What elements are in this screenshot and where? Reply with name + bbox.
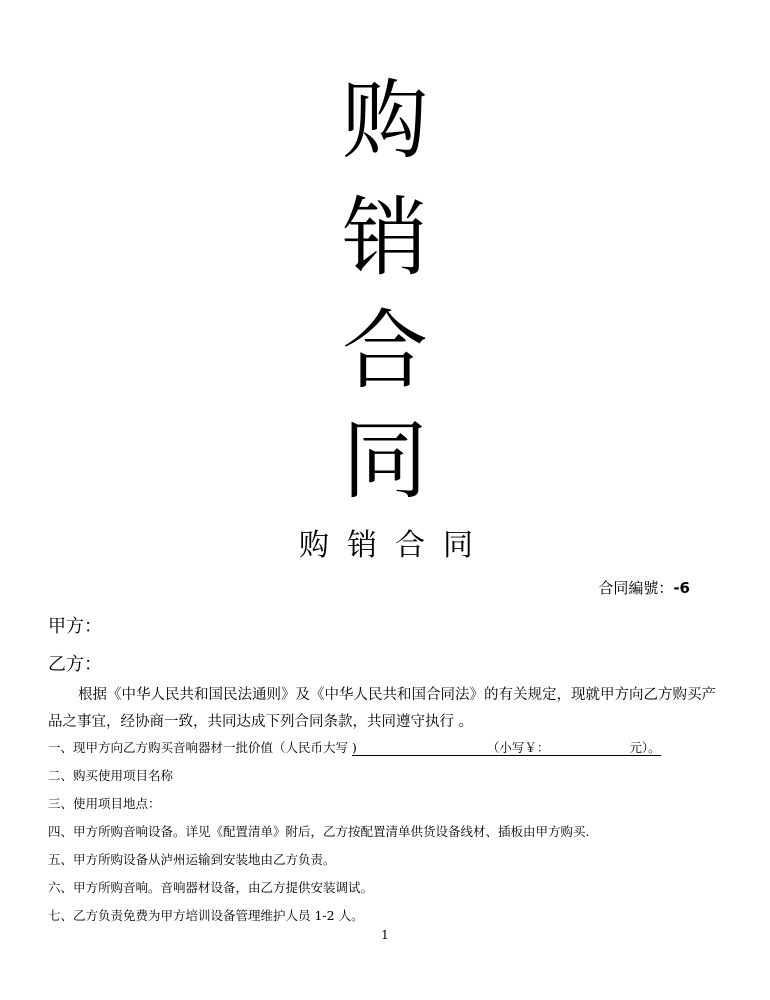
clause-6: 六、甲方所购音响。音响器材设备，由乙方提供安装调试。 bbox=[48, 880, 374, 895]
title-char-2: 销 bbox=[342, 188, 428, 288]
clause-3: 三、使用项目地点： bbox=[48, 796, 161, 811]
contract-number-label: 合同編號： bbox=[598, 579, 674, 597]
title-char-3: 合 bbox=[342, 301, 428, 401]
clause-1-prefix: 一、现甲方向乙方购买音响器材一批价值（人民币大写 bbox=[48, 740, 352, 755]
clause-1-unit: 元）。 bbox=[629, 740, 661, 755]
contract-number-value: -6 bbox=[673, 579, 690, 597]
clause-1 bbox=[48, 738, 661, 756]
document-subtitle: 购销合同 bbox=[299, 528, 491, 563]
title-char-1: 购 bbox=[342, 71, 428, 171]
amount-blank-line bbox=[352, 741, 661, 756]
page-number: 1 bbox=[381, 928, 389, 942]
clause-1-small-label: （小写￥： bbox=[486, 740, 550, 755]
contract-number bbox=[598, 577, 690, 598]
party-a-label: 甲方： bbox=[48, 616, 102, 637]
intro-paragraph: 根据《中华人民共和国民法通则》及《中华人民共和国合同法》的有关规定，现就甲方向乙方购买产品之事宜，经协商一致，共同达成下列合同条款，共同遵守执行 。 bbox=[48, 687, 716, 730]
clause-1-paren-close: ) bbox=[351, 740, 357, 755]
clause-7: 七、乙方负责免费为甲方培训设备管理维护人员 1-2 人。 bbox=[48, 908, 364, 923]
title-char-4: 同 bbox=[342, 411, 428, 511]
clause-2: 二、购买使用项目名称 bbox=[48, 768, 174, 783]
party-b-label: 乙方： bbox=[48, 654, 102, 675]
clause-4: 四、甲方所购音响设备。详见《配置清单》附后，乙方按配置清单供货设备线材、插板由甲方购买. bbox=[48, 824, 590, 839]
clause-5: 五、甲方所购设备从泸州运输到安装地由乙方负责。 bbox=[48, 852, 336, 867]
